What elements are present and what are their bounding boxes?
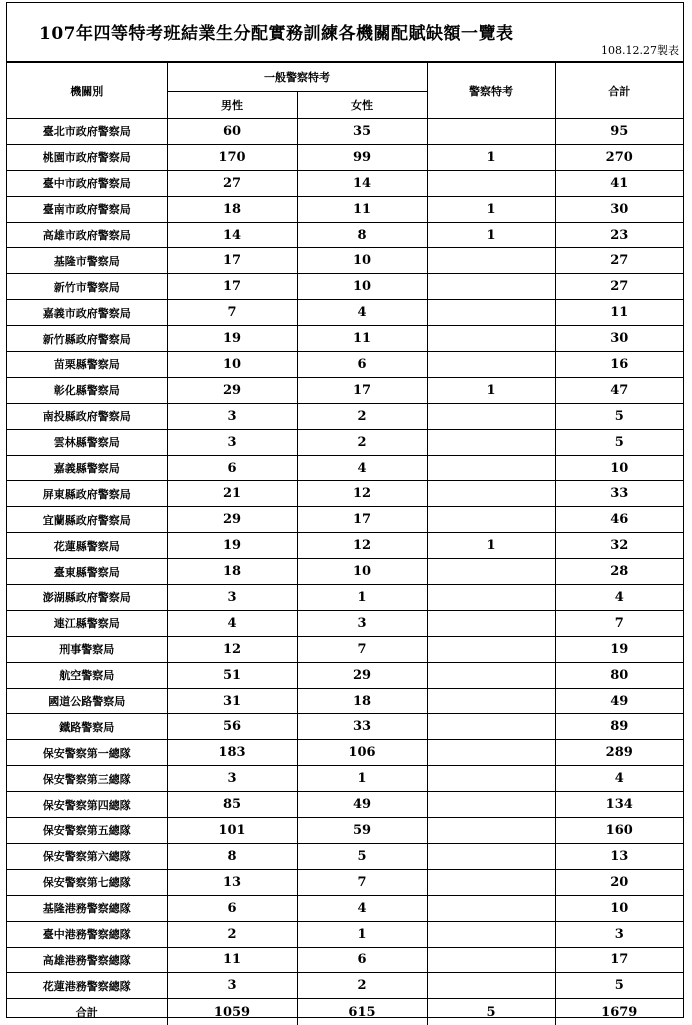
- header-police: 警察特考: [427, 63, 555, 119]
- row-total: 30: [555, 196, 683, 222]
- female-count: 1: [297, 921, 427, 947]
- row-total: 89: [555, 714, 683, 740]
- agency-name: 臺東縣警察局: [7, 559, 167, 585]
- table-row: [7, 688, 683, 714]
- row-total: 11: [555, 300, 683, 326]
- document-date: 108.12.27製表: [601, 44, 679, 57]
- police-count: [427, 403, 555, 429]
- allocation-table: [7, 62, 683, 1025]
- female-count: 7: [297, 869, 427, 895]
- row-total: 17: [555, 947, 683, 973]
- police-count: [427, 119, 555, 145]
- police-count: [427, 481, 555, 507]
- table-row: [7, 144, 683, 170]
- female-count: 7: [297, 636, 427, 662]
- police-count: [427, 248, 555, 274]
- document-title: 107年四等特考班結業生分配實務訓練各機關配賦缺額一覽表: [39, 24, 514, 44]
- male-count: 12: [167, 636, 297, 662]
- header-row: [7, 63, 683, 92]
- female-count: 18: [297, 688, 427, 714]
- row-total: 5: [555, 973, 683, 999]
- row-total: 30: [555, 326, 683, 352]
- police-count: [427, 300, 555, 326]
- table-row: [7, 507, 683, 533]
- header-female: 女性: [297, 92, 427, 119]
- header-general-group: 一般警察特考: [167, 63, 427, 92]
- row-total: 4: [555, 585, 683, 611]
- female-count: 4: [297, 895, 427, 921]
- row-total: 10: [555, 455, 683, 481]
- police-count: [427, 610, 555, 636]
- table-row: [7, 455, 683, 481]
- agency-name: 宜蘭縣政府警察局: [7, 507, 167, 533]
- female-count: 59: [297, 818, 427, 844]
- male-count: 56: [167, 714, 297, 740]
- male-count: 10: [167, 352, 297, 378]
- male-count: 170: [167, 144, 297, 170]
- police-count: [427, 869, 555, 895]
- table-row: [7, 352, 683, 378]
- police-count: 1: [427, 533, 555, 559]
- police-count: [427, 973, 555, 999]
- female-count: 1: [297, 585, 427, 611]
- police-count: [427, 714, 555, 740]
- agency-name: 屏東縣政府警察局: [7, 481, 167, 507]
- police-count: [427, 688, 555, 714]
- police-count: [427, 740, 555, 766]
- header-total: 合計: [555, 63, 683, 119]
- agency-name: 保安警察第三總隊: [7, 766, 167, 792]
- male-count: 29: [167, 507, 297, 533]
- police-count: [427, 326, 555, 352]
- table-row: [7, 610, 683, 636]
- police-count: [427, 921, 555, 947]
- agency-name: 彰化縣警察局: [7, 377, 167, 403]
- female-count: 14: [297, 170, 427, 196]
- table-row: [7, 300, 683, 326]
- agency-name: 臺北市政府警察局: [7, 119, 167, 145]
- table-row: [7, 196, 683, 222]
- male-count: 19: [167, 533, 297, 559]
- table-row: [7, 766, 683, 792]
- table-row: [7, 636, 683, 662]
- female-count: 10: [297, 248, 427, 274]
- female-count: 99: [297, 144, 427, 170]
- police-count: 1: [427, 222, 555, 248]
- totals-male: 1059: [167, 999, 297, 1025]
- female-count: 35: [297, 119, 427, 145]
- male-count: 7: [167, 300, 297, 326]
- police-count: [427, 170, 555, 196]
- male-count: 11: [167, 947, 297, 973]
- agency-name: 苗栗縣警察局: [7, 352, 167, 378]
- table-row: [7, 403, 683, 429]
- table-row: [7, 973, 683, 999]
- male-count: 3: [167, 585, 297, 611]
- police-count: [427, 947, 555, 973]
- row-total: 19: [555, 636, 683, 662]
- table-row: [7, 869, 683, 895]
- table-row: [7, 895, 683, 921]
- female-count: 10: [297, 274, 427, 300]
- row-total: 23: [555, 222, 683, 248]
- row-total: 270: [555, 144, 683, 170]
- male-count: 14: [167, 222, 297, 248]
- table-row: [7, 533, 683, 559]
- table-row: [7, 947, 683, 973]
- female-count: 17: [297, 377, 427, 403]
- female-count: 11: [297, 196, 427, 222]
- table-row: [7, 585, 683, 611]
- female-count: 2: [297, 973, 427, 999]
- male-count: 27: [167, 170, 297, 196]
- female-count: 2: [297, 429, 427, 455]
- row-total: 7: [555, 610, 683, 636]
- police-count: [427, 636, 555, 662]
- female-count: 33: [297, 714, 427, 740]
- female-count: 106: [297, 740, 427, 766]
- female-count: 5: [297, 843, 427, 869]
- female-count: 17: [297, 507, 427, 533]
- agency-name: 臺中市政府警察局: [7, 170, 167, 196]
- row-total: 28: [555, 559, 683, 585]
- agency-name: 新竹縣政府警察局: [7, 326, 167, 352]
- row-total: 10: [555, 895, 683, 921]
- table-row: [7, 326, 683, 352]
- totals-female: 615: [297, 999, 427, 1025]
- table-row: [7, 170, 683, 196]
- table-row: [7, 843, 683, 869]
- title-area: [7, 3, 683, 62]
- male-count: 2: [167, 921, 297, 947]
- female-count: 2: [297, 403, 427, 429]
- police-count: [427, 662, 555, 688]
- row-total: 134: [555, 792, 683, 818]
- table-row: [7, 921, 683, 947]
- female-count: 8: [297, 222, 427, 248]
- agency-name: 臺中港務警察總隊: [7, 921, 167, 947]
- row-total: 80: [555, 662, 683, 688]
- row-total: 20: [555, 869, 683, 895]
- row-total: 160: [555, 818, 683, 844]
- male-count: 31: [167, 688, 297, 714]
- male-count: 29: [167, 377, 297, 403]
- table-row: [7, 429, 683, 455]
- agency-name: 花蓮縣警察局: [7, 533, 167, 559]
- table-row: [7, 818, 683, 844]
- male-count: 19: [167, 326, 297, 352]
- male-count: 3: [167, 766, 297, 792]
- agency-name: 保安警察第七總隊: [7, 869, 167, 895]
- police-count: [427, 895, 555, 921]
- agency-name: 刑事警察局: [7, 636, 167, 662]
- row-total: 41: [555, 170, 683, 196]
- female-count: 10: [297, 559, 427, 585]
- agency-name: 嘉義縣警察局: [7, 455, 167, 481]
- totals-row: [7, 999, 683, 1025]
- female-count: 12: [297, 481, 427, 507]
- male-count: 17: [167, 248, 297, 274]
- agency-name: 保安警察第六總隊: [7, 843, 167, 869]
- row-total: 13: [555, 843, 683, 869]
- document-sheet: [6, 2, 684, 1018]
- police-count: 1: [427, 196, 555, 222]
- police-count: [427, 766, 555, 792]
- police-count: [427, 585, 555, 611]
- table-body: [7, 119, 683, 999]
- table-row: [7, 481, 683, 507]
- female-count: 29: [297, 662, 427, 688]
- agency-name: 臺南市政府警察局: [7, 196, 167, 222]
- female-count: 4: [297, 455, 427, 481]
- agency-name: 新竹市警察局: [7, 274, 167, 300]
- row-total: 289: [555, 740, 683, 766]
- police-count: 1: [427, 377, 555, 403]
- row-total: 5: [555, 429, 683, 455]
- police-count: [427, 352, 555, 378]
- male-count: 3: [167, 429, 297, 455]
- table-row: [7, 119, 683, 145]
- police-count: [427, 843, 555, 869]
- male-count: 17: [167, 274, 297, 300]
- male-count: 13: [167, 869, 297, 895]
- agency-name: 國道公路警察局: [7, 688, 167, 714]
- police-count: [427, 792, 555, 818]
- male-count: 4: [167, 610, 297, 636]
- police-count: [427, 274, 555, 300]
- row-total: 3: [555, 921, 683, 947]
- table-row: [7, 714, 683, 740]
- table-row: [7, 740, 683, 766]
- table-row: [7, 792, 683, 818]
- female-count: 3: [297, 610, 427, 636]
- table-row: [7, 222, 683, 248]
- table-row: [7, 559, 683, 585]
- row-total: 49: [555, 688, 683, 714]
- police-count: [427, 429, 555, 455]
- totals-total: 1679: [555, 999, 683, 1025]
- agency-name: 嘉義市政府警察局: [7, 300, 167, 326]
- agency-name: 花蓮港務警察總隊: [7, 973, 167, 999]
- male-count: 101: [167, 818, 297, 844]
- female-count: 11: [297, 326, 427, 352]
- row-total: 32: [555, 533, 683, 559]
- row-total: 16: [555, 352, 683, 378]
- male-count: 18: [167, 559, 297, 585]
- header-male: 男性: [167, 92, 297, 119]
- male-count: 6: [167, 895, 297, 921]
- agency-name: 澎湖縣政府警察局: [7, 585, 167, 611]
- male-count: 18: [167, 196, 297, 222]
- male-count: 8: [167, 843, 297, 869]
- police-count: [427, 559, 555, 585]
- table-row: [7, 248, 683, 274]
- agency-name: 基隆港務警察總隊: [7, 895, 167, 921]
- male-count: 3: [167, 973, 297, 999]
- agency-name: 基隆市警察局: [7, 248, 167, 274]
- row-total: 4: [555, 766, 683, 792]
- agency-name: 保安警察第一總隊: [7, 740, 167, 766]
- table-row: [7, 662, 683, 688]
- agency-name: 航空警察局: [7, 662, 167, 688]
- agency-name: 保安警察第五總隊: [7, 818, 167, 844]
- table-row: [7, 274, 683, 300]
- row-total: 33: [555, 481, 683, 507]
- row-total: 46: [555, 507, 683, 533]
- male-count: 21: [167, 481, 297, 507]
- police-count: [427, 818, 555, 844]
- male-count: 60: [167, 119, 297, 145]
- agency-name: 高雄市政府警察局: [7, 222, 167, 248]
- police-count: 1: [427, 144, 555, 170]
- male-count: 6: [167, 455, 297, 481]
- female-count: 49: [297, 792, 427, 818]
- agency-name: 雲林縣警察局: [7, 429, 167, 455]
- male-count: 183: [167, 740, 297, 766]
- agency-name: 鐵路警察局: [7, 714, 167, 740]
- agency-name: 高雄港務警察總隊: [7, 947, 167, 973]
- agency-name: 連江縣警察局: [7, 610, 167, 636]
- agency-name: 南投縣政府警察局: [7, 403, 167, 429]
- header-agency: 機關別: [7, 63, 167, 119]
- male-count: 85: [167, 792, 297, 818]
- police-count: [427, 455, 555, 481]
- agency-name: 保安警察第四總隊: [7, 792, 167, 818]
- totals-label: 合計: [7, 999, 167, 1025]
- row-total: 27: [555, 248, 683, 274]
- row-total: 47: [555, 377, 683, 403]
- female-count: 1: [297, 766, 427, 792]
- row-total: 5: [555, 403, 683, 429]
- male-count: 3: [167, 403, 297, 429]
- agency-name: 桃園市政府警察局: [7, 144, 167, 170]
- female-count: 6: [297, 947, 427, 973]
- totals-police: 5: [427, 999, 555, 1025]
- row-total: 95: [555, 119, 683, 145]
- female-count: 6: [297, 352, 427, 378]
- male-count: 51: [167, 662, 297, 688]
- table-row: [7, 377, 683, 403]
- row-total: 27: [555, 274, 683, 300]
- police-count: [427, 507, 555, 533]
- female-count: 4: [297, 300, 427, 326]
- female-count: 12: [297, 533, 427, 559]
